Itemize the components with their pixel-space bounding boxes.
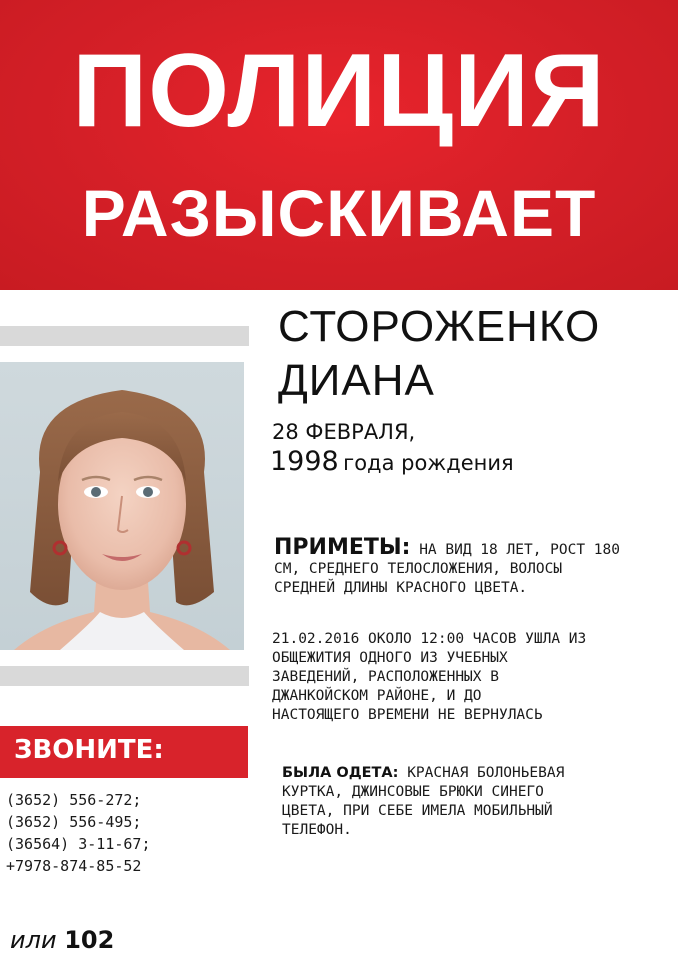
clothing-label: БЫЛА ОДЕТА: bbox=[282, 765, 399, 781]
divider-top bbox=[0, 326, 249, 346]
clothing-line-3: ЦВЕТА, ПРИ СЕБЕ ИМЕЛА МОБИЛЬНЫЙ bbox=[282, 803, 553, 819]
signs-line-3: СРЕДНЕЙ ДЛИНЫ КРАСНОГО ЦВЕТА. bbox=[274, 580, 528, 596]
phone-number: (3652) 556-495; bbox=[6, 813, 142, 831]
incident-line-4: ДЖАНКОЙСКОМ РАЙОНЕ, И ДО bbox=[272, 688, 482, 704]
header-subtitle: РАЗЫСКИВАЕТ bbox=[81, 176, 597, 250]
clothing-line-4: ТЕЛЕФОН. bbox=[282, 822, 352, 838]
phone-number: (3652) 556-272; bbox=[6, 791, 142, 809]
emergency-number: 102 bbox=[64, 926, 115, 954]
clothing-line-2: КУРТКА, ДЖИНСОВЫЕ БРЮКИ СИНЕГО bbox=[282, 784, 544, 800]
phone-number: +7978-874-85-52 bbox=[6, 857, 142, 875]
header-banner bbox=[0, 0, 678, 290]
or-word: или bbox=[10, 926, 57, 954]
phone-number: (36564) 3-11-67; bbox=[6, 835, 151, 853]
incident-line-5: НАСТОЯЩЕГО ВРЕМЕНИ НЕ ВЕРНУЛАСЬ bbox=[272, 707, 543, 723]
birth-date: 28 ФЕВРАЛЯ, bbox=[272, 420, 416, 444]
signs-line-2: СМ, СРЕДНЕГО ТЕЛОСЛОЖЕНИЯ, ВОЛОСЫ bbox=[274, 561, 563, 577]
incident-line-1: 21.02.2016 ОКОЛО 12:00 ЧАСОВ УШЛА ИЗ bbox=[272, 631, 587, 647]
call-banner bbox=[0, 726, 248, 778]
missing-person-photo bbox=[0, 362, 244, 650]
portrait-illustration bbox=[0, 362, 244, 650]
birth-year-line bbox=[270, 446, 514, 477]
call-label: ЗВОНИТЕ: bbox=[14, 735, 164, 765]
phone-list bbox=[6, 789, 151, 877]
clothing-line-1: КРАСНАЯ БОЛОНЬЕВАЯ bbox=[407, 765, 565, 781]
divider-bottom bbox=[0, 666, 249, 686]
signs-line-1: НА ВИД 18 ЛЕТ, РОСТ 180 bbox=[419, 542, 620, 558]
birth-year: 1998 bbox=[270, 446, 339, 477]
person-surname: СТОРОЖЕНКО bbox=[278, 302, 601, 351]
clothing-block bbox=[282, 764, 564, 840]
signs-block bbox=[274, 535, 620, 598]
incident-block bbox=[272, 630, 586, 725]
header-title: ПОЛИЦИЯ bbox=[72, 33, 606, 149]
person-first-name: ДИАНА bbox=[278, 356, 435, 405]
birth-suffix: года рождения bbox=[343, 451, 514, 475]
emergency-line bbox=[10, 926, 114, 954]
signs-label: ПРИМЕТЫ: bbox=[274, 535, 411, 560]
incident-line-2: ОБЩЕЖИТИЯ ОДНОГО ИЗ УЧЕБНЫХ bbox=[272, 650, 508, 666]
incident-line-3: ЗАВЕДЕНИЙ, РАСПОЛОЖЕННЫХ В bbox=[272, 669, 499, 685]
